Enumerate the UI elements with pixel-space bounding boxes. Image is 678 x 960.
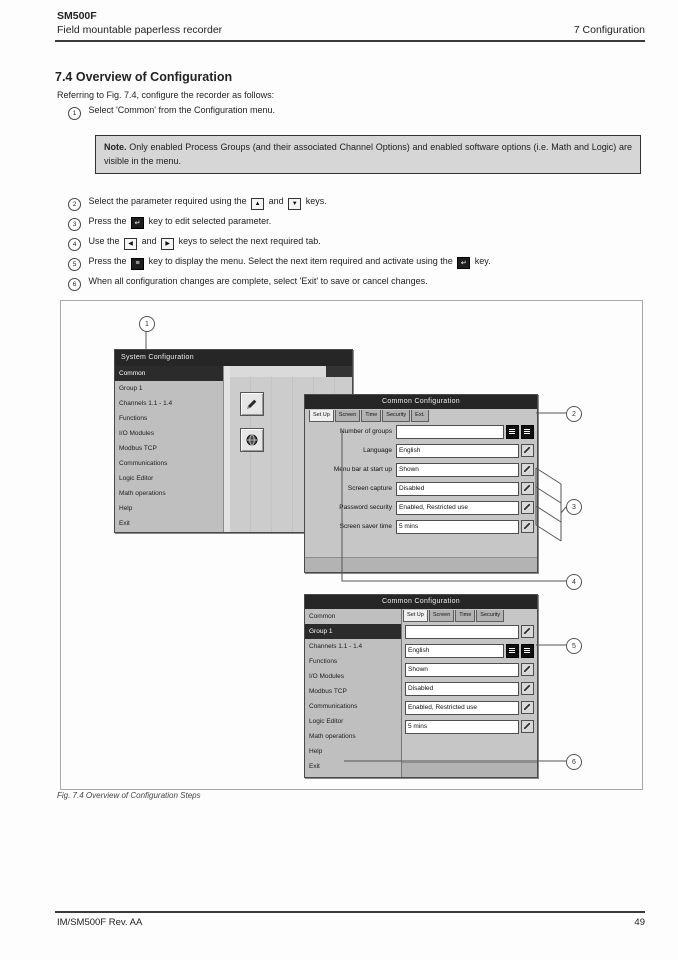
field-value: English [405, 644, 504, 658]
step-5-text-a: Press the [88, 256, 127, 266]
field-value: Enabled, Restricted use [405, 701, 519, 715]
step-5-text-b: key to display the menu. Select the next item required and activate using the [148, 256, 453, 266]
step-4-text-a: Use the [88, 236, 120, 246]
menu-item-math-operations: Math operations [119, 490, 166, 497]
tab-setup: Set Up [309, 410, 334, 422]
field-row [401, 641, 537, 660]
menu-item-channels: Channels 1.1 - 1.4 [309, 643, 363, 650]
field-row [305, 517, 537, 536]
callout-1 [139, 316, 155, 332]
callout-2 [566, 406, 582, 422]
menu-item-common: Common [115, 366, 223, 381]
edit-field-button-icon [521, 625, 534, 638]
step-6 [68, 276, 428, 291]
edit-field-button-icon [521, 720, 534, 733]
callout-5 [566, 638, 582, 654]
field-label: Password security [339, 504, 392, 511]
callout-4-label: 4 [572, 578, 576, 586]
dialog3-bottom-bar [401, 762, 537, 777]
step-3-text-b: key to edit selected parameter. [148, 216, 272, 226]
step-5-number: 5 [68, 258, 81, 271]
menu-item-exit: Exit [309, 763, 320, 770]
menu-item-common: Common [309, 613, 336, 620]
dialog3-titlebar: Common Configuration [305, 595, 537, 609]
keypad-button-icon [506, 644, 519, 658]
dialog1-titlebar: System Configuration [115, 350, 352, 366]
product-subtitle: Field mountable paperless recorder [57, 24, 223, 36]
dialog2-titlebar: Common Configuration [305, 395, 537, 409]
step-6-number: 6 [68, 278, 81, 291]
menu-item-modbus-tcp: Modbus TCP [119, 445, 157, 452]
field-value: 5 mins [396, 520, 519, 534]
menu-item-channels: Channels 1.1 - 1.4 [119, 400, 173, 407]
tab-ext: Ext. [411, 410, 428, 422]
right-key-icon: ▶ [161, 238, 174, 250]
language-button [240, 428, 264, 452]
tab-setup: Set Up [403, 610, 428, 622]
left-key-icon: ◀ [124, 238, 137, 250]
menu-item-communications: Communications [309, 703, 358, 710]
keypad-button-icon [521, 425, 534, 439]
step-5 [68, 256, 491, 271]
keypad-button-icon [506, 425, 519, 439]
chapter-title: 7 Configuration [573, 24, 645, 36]
step-4-number: 4 [68, 238, 81, 251]
edit-field-button-icon [521, 463, 534, 476]
up-key-icon: ▲ [251, 198, 264, 210]
edit-field-button-icon [521, 520, 534, 533]
callout-6 [566, 754, 582, 770]
callout-4 [566, 574, 582, 590]
step-1-text: Select 'Common' from the Configuration menu. [88, 105, 276, 115]
field-label: Screen saver time [339, 523, 392, 530]
field-value: Disabled [396, 482, 519, 496]
footer-rule [55, 911, 645, 913]
step-4-text-c: keys to select the next required tab. [178, 236, 321, 246]
step-4-text-b: and [141, 236, 157, 246]
callout-6-label: 6 [572, 758, 576, 766]
header-rule [55, 40, 645, 42]
menu-key-icon: ≡ [131, 258, 144, 270]
step-2-text-a: Select the parameter required using the [88, 196, 247, 206]
field-row [401, 660, 537, 679]
menu-item-math-operations: Math operations [309, 733, 356, 740]
field-row [401, 717, 537, 736]
product-name: SM500F [57, 10, 97, 22]
field-label: Menu bar at start up [333, 466, 392, 473]
step-2 [68, 196, 327, 211]
footer-page-number: 49 [634, 917, 645, 928]
edit-field-button-icon [521, 701, 534, 714]
edit-field-button-icon [521, 482, 534, 495]
field-row [401, 622, 537, 641]
menu-item-logic-editor: Logic Editor [119, 475, 154, 482]
tab-screen: Screen [429, 610, 454, 622]
step-3-number: 3 [68, 218, 81, 231]
step-2-number: 2 [68, 198, 81, 211]
dialog3-menu [305, 609, 402, 777]
step-1 [68, 105, 275, 120]
footer-doc-number: IM/SM500F Rev. AA [57, 917, 143, 928]
field-value: English [396, 444, 519, 458]
field-value: Shown [396, 463, 519, 477]
field-row [305, 479, 537, 498]
edit-field-button-icon [521, 501, 534, 514]
figure-caption: Fig. 7.4 Overview of Configuration Steps [57, 791, 201, 800]
menu-item-functions: Functions [309, 658, 338, 665]
field-value: Shown [405, 663, 519, 677]
menu-item-communications: Communications [119, 460, 168, 467]
field-value [405, 625, 519, 639]
menu-item-modbus-tcp: Modbus TCP [309, 688, 347, 695]
step-3 [68, 216, 271, 231]
note-text: Only enabled Process Groups (and their associated Channel Options) and enabled software options (i.e. Math and Logic) are visible in the menu. [104, 142, 632, 166]
edit-field-button-icon [521, 444, 534, 457]
field-value: Enabled, Restricted use [396, 501, 519, 515]
screen-status-block [326, 366, 352, 377]
field-label: Language [363, 447, 392, 454]
edit-field-button-icon [521, 663, 534, 676]
step-1-number: 1 [68, 107, 81, 120]
step-3-text-a: Press the [88, 216, 127, 226]
field-label: Screen capture [347, 485, 392, 492]
field-value: Disabled [405, 682, 519, 696]
field-row [305, 422, 537, 441]
step-4 [68, 236, 321, 251]
edit-button [240, 392, 264, 416]
menu-item-group1: Group 1 [305, 624, 401, 639]
dialog3-tab-row [403, 610, 535, 622]
dialog2-form [305, 422, 537, 536]
enter-key-icon: ↵ [457, 257, 470, 269]
callout-3 [566, 499, 582, 515]
tab-security: Security [476, 610, 504, 622]
dialog2-bottom-bar [305, 557, 537, 572]
menu-item-logic-editor: Logic Editor [309, 718, 344, 725]
note-box [95, 135, 641, 174]
callout-1-label: 1 [145, 320, 149, 328]
field-row [401, 679, 537, 698]
callout-5-label: 5 [572, 642, 576, 650]
section-intro: Referring to Fig. 7.4, configure the recorder as follows: [57, 90, 275, 100]
menu-item-group1: Group 1 [119, 385, 143, 392]
pencil-icon [245, 397, 259, 411]
field-label: Number of groups [339, 428, 392, 435]
enter-key-icon: ↵ [131, 217, 144, 229]
tab-screen: Screen [335, 410, 360, 422]
field-value: 5 mins [405, 720, 519, 734]
step-5-text-c: key. [474, 256, 491, 266]
down-key-icon: ▼ [288, 198, 301, 210]
globe-icon [245, 433, 259, 447]
menu-item-help: Help [119, 505, 133, 512]
field-row [401, 698, 537, 717]
menu-item-exit: Exit [119, 520, 130, 527]
dialog1-menu [115, 366, 224, 532]
step-2-text-c: keys. [305, 196, 327, 206]
dialog-common-configuration [304, 394, 538, 573]
callout-3-label: 3 [572, 503, 576, 511]
callout-2-label: 2 [572, 410, 576, 418]
tab-security: Security [382, 410, 410, 422]
field-row [305, 498, 537, 517]
section-title: 7.4 Overview of Configuration [55, 70, 233, 84]
figure-7-4 [60, 300, 643, 790]
menu-item-io-modules: I/O Modules [309, 673, 345, 680]
dialog3-form [401, 622, 537, 736]
dialog-common-configuration-menu [304, 594, 538, 778]
menu-item-functions: Functions [119, 415, 148, 422]
tab-time: Time [455, 610, 475, 622]
step-2-text-b: and [268, 196, 284, 206]
step-6-text: When all configuration changes are complete, select 'Exit' to save or cancel changes. [88, 276, 428, 286]
menu-item-help: Help [309, 748, 323, 755]
note-label: Note. [104, 142, 127, 152]
menu-item-io-modules: I/O Modules [119, 430, 155, 437]
keypad-button-icon [521, 644, 534, 658]
field-row [305, 460, 537, 479]
tab-time: Time [361, 410, 381, 422]
field-value [396, 425, 504, 439]
dialog2-tab-row [309, 410, 507, 422]
edit-field-button-icon [521, 682, 534, 695]
field-row [305, 441, 537, 460]
